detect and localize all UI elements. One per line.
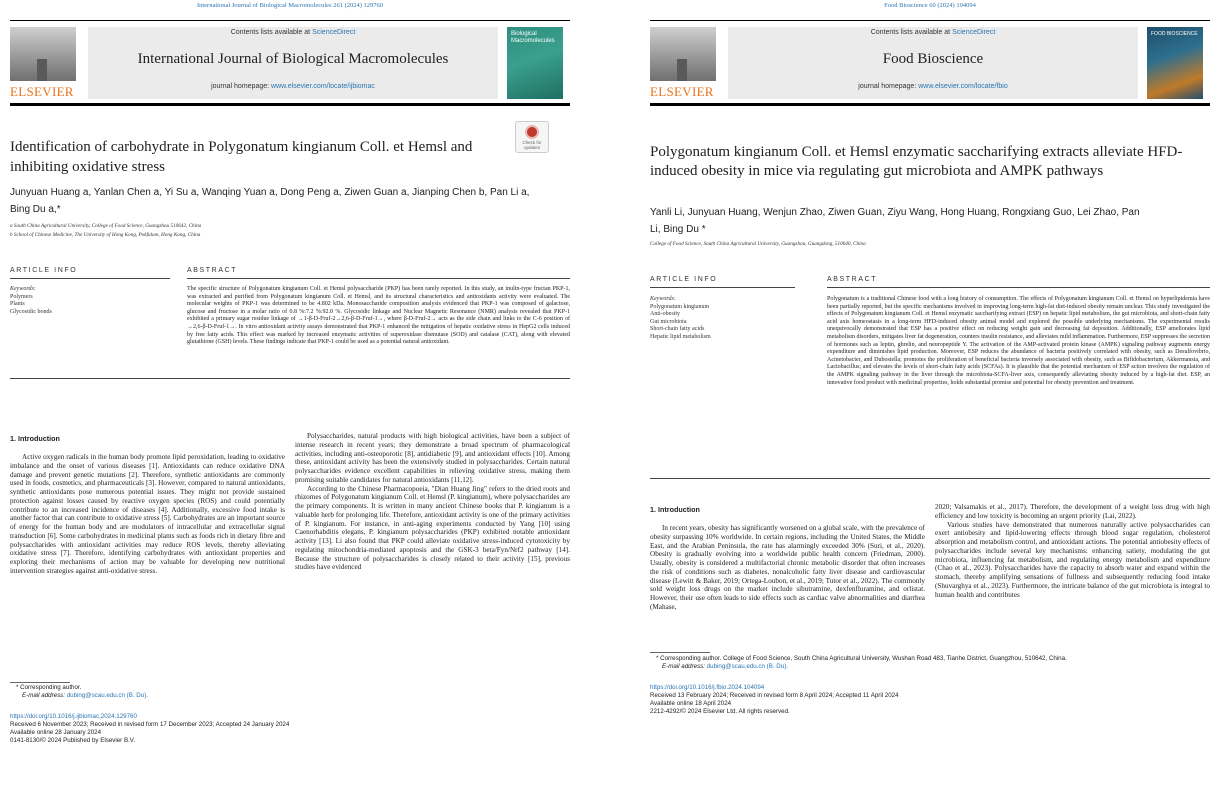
intro-column-2 [935,503,1210,599]
corresponding-author: * Corresponding author. College of Food Science, South China Agricultural University, Wushan Road 483, Tianhe District, Guangzhou, 510642, China. [656,655,1067,662]
email-link[interactable]: dubing@scau.edu.cn (B. Du). [66,692,148,699]
homepage-label: journal homepage: [211,83,270,90]
masthead-rule [10,103,570,106]
journal-homepage [88,83,498,90]
intro-paragraph: 2020; Valsamakis et al., 2017). Therefore, the development of a weight loss drug with high efficiency and low toxicity is becoming an urgent priority (Lai, 2022). [935,503,1210,520]
homepage-link[interactable]: www.elsevier.com/locate/ijbiomac [271,83,375,90]
tree-icon [650,27,716,81]
email-link[interactable]: dubing@scau.edu.cn (B. Du). [706,663,788,670]
keyword: Polymers [10,293,33,300]
intro-paragraph: Polysaccharides, natural products with high biological activities, have been a subject of intense research in recent years; they demonstrate a broad spectrum of pharmacological activities, including anti-osteoporotic [8], antidiabetic [9], and antioxidant effects [10]. Among these, antioxidant activity has been the extensively studied in polysaccharides. Certain natural polysaccharides evidence excellent capabilities in relieving oxidative stress, making them promising suitable candidates for natural antioxidants [11,12]. [295,432,570,484]
article-metadata [650,684,1210,716]
email-label: E-mail address: [662,663,705,670]
homepage-link[interactable]: www.elsevier.com/locate/fbio [918,83,1008,90]
crossmark-badge[interactable] [515,121,549,153]
homepage-label: journal homepage: [858,83,917,90]
keywords-label: Keywords: [650,296,676,302]
author-list: Junyuan Huang a, Yanlan Chen a, Yi Su a, Wanqing Yuan a, Dong Peng a, Ziwen Guan a, Jianping Chen b, Pan Li a, Bing Du a,* [10,187,530,215]
divider [827,287,1210,288]
corresponding-author: * Corresponding author. [16,684,82,691]
intro-paragraph: According to the Chinese Pharmacopoeia, "Dian Huang Jing" refers to the dried roots and rhizomes of Polygonatum kingianum Coll. et Hemsl (P. kingianum), where polysaccharides are the primary components. It is written in many ancient Chinese books that P. kingianum is a valuable herb for prolonging life. Therefore, antioxidant activity is one of the primary activities of P. kingianum. For instance, in anti-aging experiments conducted by Yang [10] using Caenorhabditis elegans, P. kingianum polysaccharides (PKP) exhibited notable antioxidant activity [13]. Li also found that PKP could alleviate oxidative stress-induced cytotoxicity by regulating mitochondria-mediated apoptosis and the GSK-3 beta/Fyn/Nrf2 pathway [14]. Because the structure of polysaccharides is closely related to their activity [15], previous studies have evidenced [295,484,570,572]
crossmark-label: Check for updates [522,140,542,150]
footnote-corresponding [650,655,1210,671]
footnote-corresponding [10,684,570,700]
header-rule [650,20,1210,21]
keywords-list [650,296,810,342]
keywords-label: Keywords: [10,286,36,292]
email-label: E-mail address: [22,692,65,699]
elsevier-logo [10,27,76,97]
keyword: Short-chain fatty acids [650,326,705,333]
journal-cover [1147,27,1203,99]
contents-prefix: Contents lists available at [870,29,951,36]
divider [10,278,170,279]
footnote-rule [650,652,710,653]
contents-line [88,29,498,36]
available-online: Available online 28 January 2024 [10,729,102,736]
affiliation-a: a South China Agricultural University, College of Food Science, Guangzhou 510642, China [10,223,202,229]
journal-homepage [728,83,1138,90]
tree-icon [10,27,76,81]
journal-title: Food Bioscience [882,51,984,67]
footnote-rule [10,682,70,683]
intro-paragraph: In recent years, obesity has significantly worsened on a global scale, with the prevalence of obesity surpassing 10% worldwide. In certain regions, including the United States, the Middle East, and the Arabian Peninsula, the rate has alarmingly exceeded 30% (Suri, et al., 2020). Obesity is gradually evolving into a worldwide public health concern (Friedman, 2000). Usually, obesity is considered a multifactorial chronic metabolic disorder that often increases the risk of conditions such as diabetes, nonalcoholic fatty liver disease and cardiovascular disease (Lewitt & Baker, 2019; Ortega-Loubon, et al., 2019; Tutor et al., 2022). The commonly sold weight loss drugs on the market include sibutramine, dexfenfluramine, and orlistat. However, their use often leads to side effects such as cardiac valve abnormalities and diarrhea (Mahase, [650,524,925,611]
elsevier-logo [650,27,716,97]
keyword: Glycosidic bonds [10,308,52,315]
running-header[interactable]: International Journal of Biological Macromolecules 261 (2024) 129760 [196,2,384,9]
keyword: Hepatic lipid metabolism [650,333,711,340]
intro-column-1 [650,524,925,612]
article-title: Identification of carbohydrate in Polygonatum kingianum Coll. et Hemsl and inhibiting oxidative stress [10,139,473,175]
contents-prefix: Contents lists available at [230,29,311,36]
keywords-list [10,286,170,316]
abstract-text: Polygonatum is a traditional Chinese food with a long history of consumption. The effects of Polygonatum kingianum Coll. et Hemsl on hyperlipidemia have been partially reported, but the specific mechanisms involved in improving long-term high-fat diet-induced obesity remain unclear. This study investigated the effects of Polygonatum kingianum Coll. et Hemsl enzymatic saccharifying extract (ESP) on hepatic lipid metabolism, the gut microbiota, and short-chain fatty acid axis homeostasis in a long-term HFD-induced obesity animal model and explored the possible underlying mechanisms. The experimental results unequivocally demonstrated that ESP has a positive effect on reducing weight gain and decreasing fat deposition. Additionally, ESP ameliorates lipid metabolism disorders, mitigates liver fat degeneration, counters insulin resistance, and alleviates mild inflammation. Furthermore, ESP suppresses the secretion of hormones such as leptin, ghrelin, and neuropeptide Y. The activation of the AMP-activated protein kinase (AMPK) signaling pathway augments energy expenditure and diminishes lipid production. Moreover, ESP reduces the abundance of bacteria positively correlated with obesity, such as Desulfovibrio, Acinetobacter, and Dubosiella; promotes the proliferation of beneficial bacteria inversely associated with obesity, such as Bifidobacterium, Akkermansia, and Lactobacillus; and elevates the levels of short-chain fatty acids (SCFAs). It is plausible that the potential mechanism of ESP action involves the regulation of the AMPK signaling pathway in the liver through the microbiota-SCFA-liver axis, consequently alleviating obesity induced by a high-fat diet. ESP, an innovative food product with medicinal properties, holds substantial promise and potential for obesity prevention and treatment. [827,296,1211,386]
doi-link[interactable]: https://doi.org/10.1016/j.fbio.2024.104094 [650,684,765,691]
received-dates: Received 13 February 2024; Received in revised form 8 April 2024; Accepted 11 April 2024 [650,692,899,699]
journal-masthead [728,27,1138,99]
keyword: Plants [10,301,25,308]
journal-cover [507,27,563,99]
article-title: Polygonatum kingianum Coll. et Hemsl enzymatic saccharifying extracts alleviate HFD-induced obesity in mice via regulating gut microbiota and AMPK pathways [650,144,1183,179]
keyword: Anti-obesity [650,311,680,318]
header-rule [10,20,570,21]
intro-paragraph: Various studies have demonstrated that numerous naturally active polysaccharides can exert antiobesity and lipid-lowering effects through blood sugar regulation, cholesterol absorption and metabolism control, and antioxidant actions. The potential antiobesity effects of polysaccharides include several key mechanisms: enhancing satiety, modulating the gut microbiota, influencing fat metabolism, and regulating energy metabolism and expenditure (Chao et al., 2023). Polysaccharides have the capacity to absorb water and expand within the stomach, thereby amplifying sensations of fullness and subsequently reducing food intake (Shuvarghya et al., 2023). Furthermore, the intricate balance of the gut microbiota is integral to human health and contributes [935,520,1210,599]
issn-copyright: 2212-4292/© 2024 Elsevier Ltd. All rights reserved. [650,708,790,715]
article-metadata [10,713,570,745]
keyword: Polygonatum kingianum [650,303,710,310]
publisher-name: ELSEVIER [10,84,74,99]
divider [187,278,570,279]
divider [650,287,795,288]
doi-link[interactable]: https://doi.org/10.1016/j.ijbiomac.2024.129760 [10,713,137,720]
available-online: Available online 18 April 2024 [650,700,732,707]
abstract-heading: ABSTRACT [187,267,238,274]
right-paper-page [650,0,1210,809]
intro-heading: 1. Introduction [10,434,60,443]
publisher-name: ELSEVIER [650,84,714,99]
sciencedirect-link[interactable]: ScienceDirect [312,29,356,36]
abstract-heading: ABSTRACT [827,276,878,283]
divider [650,478,1210,479]
article-info-heading: ARTICLE INFO [10,267,78,274]
author-list: Yanli Li, Junyuan Huang, Wenjun Zhao, Ziwen Guan, Ziyu Wang, Hong Huang, Rongxiang Guo, Lei Zhao, Pan Li, Bing Du * [650,207,1140,235]
received-dates: Received 6 November 2023; Received in revised form 17 December 2023; Accepted 24 January 2024 [10,721,290,728]
intro-column-1 [10,453,285,576]
intro-column-2 [295,432,570,572]
intro-heading: 1. Introduction [650,505,700,514]
sciencedirect-link[interactable]: ScienceDirect [952,29,996,36]
divider [10,378,570,379]
contents-line [728,29,1138,36]
issn-copyright: 0141-8130/© 2024 Published by Elsevier B.V. [10,737,136,744]
abstract-text: The specific structure of Polygonatum kingianum Coll. et Hemsl polysaccharide (PKP) has been rarely reported. In this study, an inulin-type fructan PKP-1, was extracted and purified from Polygonatum kingianum Coll. et Hemsl, and its structural characteristics and antioxidants activity were evaluated. The molecular weights of PKP-1 was determined to be 4.802 kDa. Monosaccharide composition analysis evidenced that PKP-1 was composed of galactose, glucose and fructose in a molar ratio of 0.8 %:7.2 %:92.0 %. Glycosidic linkage and Nuclear Magnetic Resonance (NMR) analysis revealed that PKP-1 exhibited a primary sugar residue linkage of →1-β-D-Fruf-2→2,6-β-D-Fruf-1→, where β-D-Fruf-2→ acts as the side chain and links to the C-6 position of →2,6-β-D-Fruf-1→. In vitro antioxidant activity assays demonstrated that PKP-1 enhanced the mitigation of hepatic oxidative stress in HepG2 cells induced by free fatty acids. This effect was marked by increased enzymatic activities of superoxidase dismutase (SOD) and catalase (CAT), along with elevated glutathione (GSH) levels. These findings indicate that PKP-1 could be used as a potential natural antioxidant. [187,286,570,346]
left-paper-page [10,0,570,809]
masthead-rule [650,103,1210,106]
crossmark-icon [525,125,539,139]
cover-title: FOOD BIOSCIENCE [1151,31,1198,37]
intro-paragraph: Active oxygen radicals in the human body promote lipid peroxidation, leading to oxidative imbalance and the onset of various diseases [1]. Antioxidants can reduce oxidative DNA damage and prevent genetic mutations [2]. Therefore, synthetic antioxidants are commonly used in foods, cosmetics, and pharmaceuticals [3]. However, compared to natural antioxidants, synthetic antioxidants pose numerous potential issues. They might not provide sustained protection against losses caused by reactive oxygen species (ROS) and could potentially contribute to an increased incidence of diseases [4]. Additionally, excessive food intake is another factor that can contribute to oxidative stress [5]. Carbohydrates are an important source of energy for the human body and are modulators of intracellular and extracellular signal transduction [6]. Some carbohydrates in medicinal plants such as foods rich in dietary fibre and polysaccharides with antioxidant activities may reduce ROS levels, thereby alleviating oxidative stress [7]. Therefore, identifying carbohydrates with antioxidant properties and exploring their mechanisms of action may be valuable for developing new nutritional intervention strategies against anti-oxidative stress. [10,453,285,575]
cover-title: Biological Macromolecules [511,31,555,44]
keyword: Gut microbiota [650,318,687,325]
affiliation-b: b School of Chinese Medicine, The University of Hong Kong, Pokfulam, Hong Kong, China [10,232,201,238]
affiliation: College of Food Science, South China Agricultural University, Guangzhou, Guangdong, 510640, China [650,241,866,247]
journal-title: International Journal of Biological Macromolecules [137,51,449,67]
journal-masthead [88,27,498,99]
article-info-heading: ARTICLE INFO [650,276,718,283]
running-header[interactable]: Food Bioscience 60 (2024) 104094 [884,2,976,9]
